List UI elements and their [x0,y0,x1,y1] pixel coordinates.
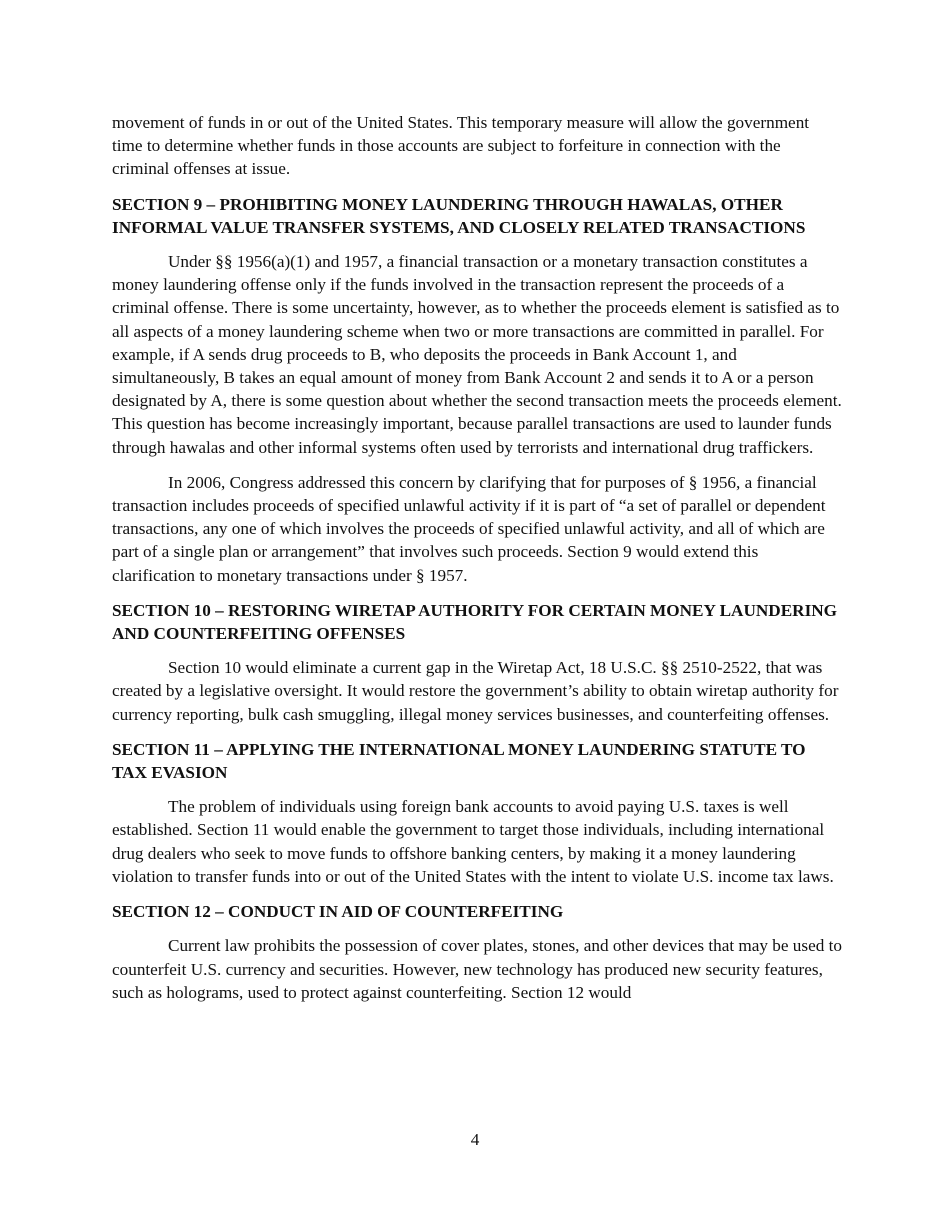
document-page [112,111,842,1016]
intro-paragraph: movement of funds in or out of the United States. This temporary measure will allow the government time to determine whether funds in those accounts are subject to forfeiture in connection with the criminal offenses at issue. [112,113,810,179]
section-9-paragraph-1: Under §§ 1956(a)(1) and 1957, a financial transaction or a monetary transaction constitutes a money laundering offense only if the funds involved in the transaction represent the proceeds of a criminal offense. There is some uncertainty, however, as to whether the proceeds element is satisfied as to all aspects of a money laundering scheme when two or more transactions are committed in parallel. For example, if A sends drug proceeds to B, who deposits the proceeds in Bank Account 1, and simultaneously, B takes an equal amount of money from Bank Account 2 and sends it to A or a person designated by A, there is some question about whether the second transaction meets the proceeds element. This question has become increasingly important, because parallel transactions are used to launder funds through hawalas and other informal systems often used by terrorists and international drug traffickers. [112,252,842,457]
page-number: 4 [470,1130,480,1149]
section-10-paragraph-1: Section 10 would eliminate a current gap in the Wiretap Act, 18 U.S.C. §§ 2510-2522, that was created by a legislative oversight. It would restore the government’s ability to obtain wiretap authority for currency reporting, bulk cash smuggling, illegal money services businesses, and counterfeiting offenses. [112,658,839,724]
section-12-heading: SECTION 12 – CONDUCT IN AID OF COUNTERFEITING [112,902,564,922]
section-11-heading: SECTION 11 – APPLYING THE INTERNATIONAL MONEY LAUNDERING STATUTE TO TAX EVASION [112,739,806,783]
section-9-heading: SECTION 9 – PROHIBITING MONEY LAUNDERING THROUGH HAWALAS, OTHER INFORMAL VALUE TRANSFER SYSTEMS, AND CLOSELY RELATED TRANSACTIONS [112,194,806,237]
section-10-heading: SECTION 10 – RESTORING WIRETAP AUTHORITY FOR CERTAIN MONEY LAUNDERING AND COUNTERFEITING OFFENSES [112,600,838,644]
section-9-paragraph-2: In 2006, Congress addressed this concern by clarifying that for purposes of § 1956, a financial transaction includes proceeds of specified unlawful activity if it is part of “a set of parallel or dependent transactions, any one of which involves the proceeds of specified unlawful activity, and all of which are part of a single plan or arrangement” that involves such proceeds. Section 9 would extend this clarification to monetary transactions under § 1957. [112,472,826,585]
section-12-paragraph-1: Current law prohibits the possession of cover plates, stones, and other devices that may be used to counterfeit U.S. currency and securities. However, new technology has produced new security features, such as holograms, used to protect against counterfeiting. Section 12 would [112,936,842,1002]
section-11-paragraph-1: The problem of individuals using foreign bank accounts to avoid paying U.S. taxes is well established. Section 11 would enable the government to target those individuals, including international drug dealers who seek to move funds to offshore banking centers, by making it a money laundering violation to transfer funds into or out of the United States with the intent to violate U.S. income tax laws. [112,797,834,886]
